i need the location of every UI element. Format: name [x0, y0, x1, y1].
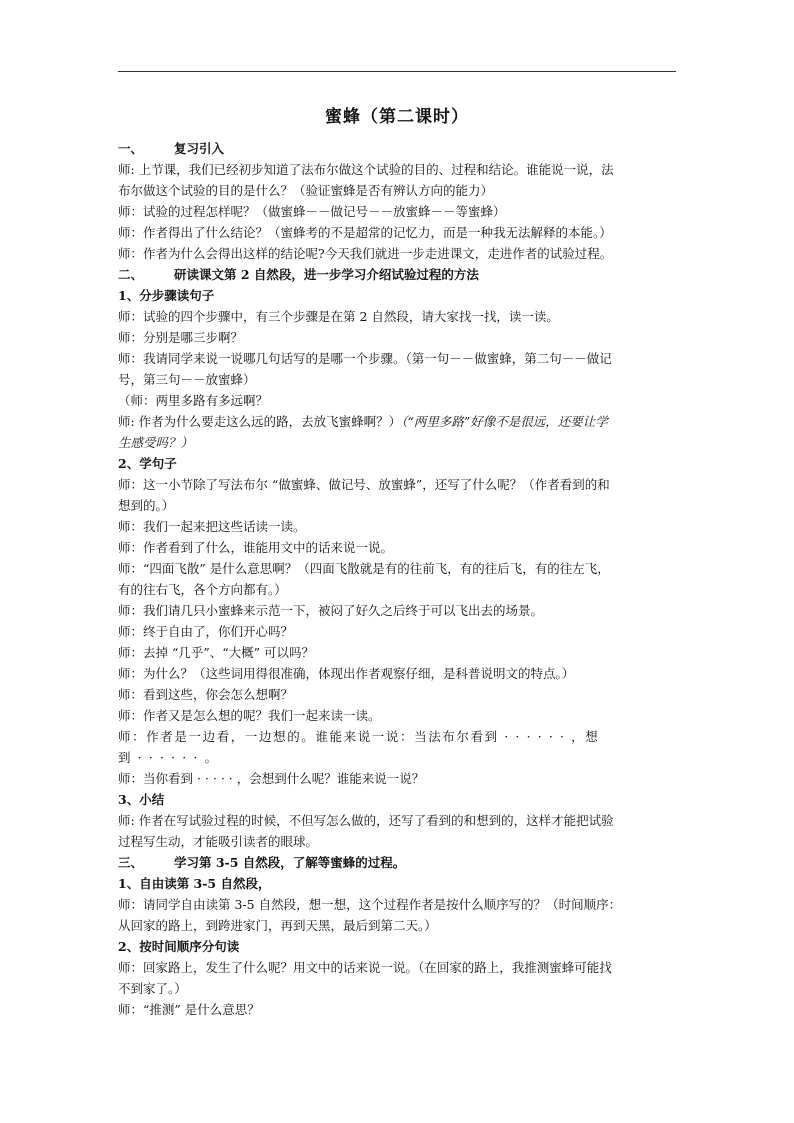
subsection-heading: 3、小结 — [118, 792, 165, 807]
text-line: 师：作者为什么会得出这样的结论呢?今天我们就进一步走进课文，走进作者的试验过程。 — [118, 246, 613, 261]
section-2-heading: 二、 研读课文第 2 自然段，进一步学习介绍试验过程的方法 — [118, 267, 479, 282]
text-line: 师：终于自由了，你们开心吗？ — [118, 624, 294, 639]
text-line: 有的往右飞，各个方向都有。） — [118, 582, 287, 597]
text-line: 从回家的路上，到跨进家门，再到天黑，最后到第二天。） — [118, 918, 437, 933]
text-line: 想到的。） — [118, 498, 175, 513]
section-1-heading: 一、 复习引入 — [118, 141, 225, 156]
text-line: 师：当你看到 · · · · · ，会想到什么呢？谁能来说一说？ — [118, 771, 425, 786]
text-line: 师：分别是哪三步啊？ — [118, 330, 244, 345]
subsection-heading: 1、自由读第 3-5 自然段， — [118, 876, 271, 891]
header-rule — [118, 71, 676, 72]
section-3-heading: 三、 学习第 3-5 自然段，了解等蜜蜂的过程。 — [118, 855, 406, 870]
text-line: （师：两里多路有多远啊？ — [118, 393, 269, 408]
text-line: 师：作者得出了什么结论？（蜜蜂考的不是超常的记忆力，而是一种我无法解释的本能。） — [118, 225, 612, 240]
document-body — [118, 138, 676, 1020]
text-line: 师：“推测” 是什么意思？ — [118, 1002, 260, 1017]
text-line: 号，第三句－－放蜜蜂） — [118, 372, 256, 387]
subsection-heading: 2、按时间顺序分句读 — [118, 939, 240, 954]
text-line: 师：我们请几只小蜜蜂来示范一下，被闷了好久之后终于可以飞出去的场景。 — [118, 603, 544, 618]
text-line: 师：试验的四个步骤中，有三个步骤是在第 2 自然段，请大家找一找，读一读。 — [118, 309, 559, 324]
text-line: 到 · · · · · · 。 — [118, 750, 219, 765]
text-line: 师：作者又是怎么想的呢？我们一起来读一读。 — [118, 708, 381, 723]
text-line: 师：为什么？（这些词用得很准确，体现出作者观察仔细，是科普说明文的特点。） — [118, 666, 575, 681]
text-line: 师: 上节课，我们已经初步知道了法布尔做这个试验的目的、过程和结论。谁能说一说，法 — [118, 162, 614, 177]
text-line: 师：请同学自由读第 3-5 自然段，想一想，这个过程作者是按什么顺序写的？（时间顺序： — [118, 897, 622, 912]
text-line: 师：去掉 “几乎”、“大概” 可以吗？ — [118, 645, 315, 660]
text-line: 师：这一小节除了写法布尔 “做蜜蜂、做记号、放蜜蜂”，还写了什么呢？（作者看到的和 — [118, 477, 610, 492]
text-line: 师：作者看到了什么，谁能用文中的话来说一说。 — [118, 540, 394, 555]
text-line: 师：看到这些，你会怎么想啊？ — [118, 687, 294, 702]
text-line: 师：回家路上，发生了什么呢？用文中的话来说一说。（在回家的路上，我推测蜜蜂可能找 — [118, 960, 612, 975]
text-line: 师: 作者为什么要走这么远的路，去放飞蜜蜂啊？）（“两里多路”好像不是很远，还要让学 — [118, 414, 608, 429]
subsection-heading: 1、分步骤读句子 — [118, 288, 215, 303]
text-line: 师：我请同学来说一说哪几句话写的是哪一个步骤。（第一句－－做蜜蜂，第二句－－做记 — [118, 351, 612, 366]
text-line: 不到家了。） — [118, 981, 187, 996]
text-line: 师：我们一起来把这些话读一读。 — [118, 519, 306, 534]
text-line: 布尔做这个试验的目的是什么？（验证蜜蜂是否有辨认方向的能力） — [118, 183, 494, 198]
text-line: 过程写生动，才能吸引读者的眼球。 — [118, 834, 319, 849]
text-line: 师：“四面飞散” 是什么意思啊？（四面飞散就是有的往前飞，有的往后飞，有的往左飞， — [118, 561, 610, 576]
page-title: 蜜蜂（第二课时） — [325, 107, 469, 127]
text-line: 师：作者是一边看，一边想的。谁能来说一说：当法布尔看到 · · · · · · ，想 — [118, 729, 600, 744]
text-line: 师：试验的过程怎样呢？（做蜜蜂－－做记号－－放蜜蜂－－等蜜蜂） — [118, 204, 506, 219]
subsection-heading: 2、学句子 — [118, 456, 177, 471]
annotation-note: （“两里多路”好像不是很远，还要让学 — [401, 414, 608, 429]
annotation-note: 生感受吗？） — [118, 435, 194, 450]
text-line: 师: 作者在写试验过程的时候，不但写怎么做的，还写了看到的和想到的，这样才能把试验 — [118, 813, 614, 828]
